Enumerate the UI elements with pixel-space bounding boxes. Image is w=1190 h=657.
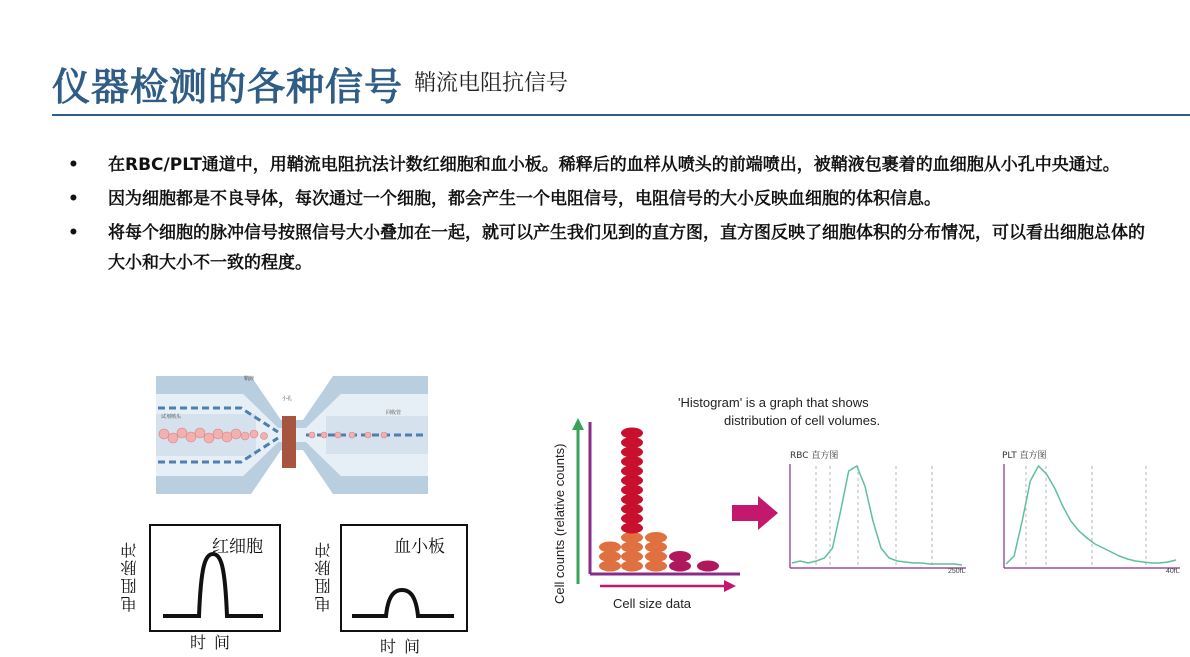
cell-dot (669, 561, 691, 572)
label-recovery: 回收管 (386, 410, 402, 416)
plt-histogram-title: PLT 直方图 (1002, 451, 1047, 461)
cell-dot (621, 475, 643, 486)
cell-dot (599, 551, 621, 562)
cell-dot (621, 494, 643, 505)
plt-pulse-y-label: 电阻脉冲 (314, 540, 333, 612)
bullet-item (66, 150, 1146, 180)
histogram-y-axis-label: Cell counts (relative counts) (552, 443, 567, 604)
bullet-marker: • (68, 155, 79, 175)
histogram-caption-2: distribution of cell volumes. (724, 413, 881, 428)
bullet-text: 将每个细胞的脉冲信号按照信号大小叠加在一起，就可以产生我们见到的直方图，直方图反映了细胞体积的分布情况，可以看出细胞总体的大小和大小不一致的程度。 (108, 223, 1145, 273)
plt-histogram (1000, 460, 1184, 570)
cell-dot (621, 504, 643, 515)
rbc-histogram-title: RBC 直方图 (790, 451, 839, 461)
page-subtitle: 鞘流电阻抗信号 (414, 71, 569, 96)
rbc-cell-label: 红细胞 (212, 537, 263, 557)
label-sheath: 鞘液 (244, 376, 255, 382)
cell-dot (621, 428, 643, 439)
rbc-series-line (792, 466, 962, 565)
cell-dot (645, 532, 667, 543)
bullet-item (66, 218, 1146, 278)
bullet-text: 在RBC/PLT通道中，用鞘流电阻抗法计数红细胞和血小板。稀释后的血样从喷头的前端喷出，被鞘液包裹着的血细胞从小孔中央通过。 (108, 155, 1120, 175)
cell-dot (621, 447, 643, 458)
bullet-item (66, 184, 1146, 214)
cell-dot (621, 485, 643, 496)
bullet-text: 因为细胞都是不良导体，每次通过一个细胞，都会产生一个电阻信号，电阻信号的大小反映血细胞的体积信息。 (108, 189, 941, 209)
cell-dot (621, 542, 643, 553)
histogram-x-axis-label: Cell size data (613, 596, 692, 611)
cell-dot (621, 466, 643, 477)
cell-dot (621, 523, 643, 534)
rbc-pulse-y-label: 电阻脉冲 (120, 540, 139, 612)
page-title: 仪器检测的各种信号 (52, 65, 404, 109)
rbc-histogram (786, 460, 970, 570)
arrow-right-icon (732, 496, 778, 530)
cell-dot (599, 561, 621, 572)
cell-dot (697, 561, 719, 572)
label-aperture: 小孔 (282, 396, 293, 402)
cell-dot (621, 437, 643, 448)
title-divider (52, 114, 1190, 116)
bullet-list (66, 150, 1146, 282)
plt-x-end-label: 40fL (1166, 568, 1180, 575)
bullet-marker: • (68, 189, 79, 209)
cell-stack-illustration (548, 414, 748, 614)
cell-dot (669, 551, 691, 562)
cell-dot (645, 542, 667, 553)
sheath-flow-diagram (156, 370, 428, 500)
cell-dot (621, 513, 643, 524)
plt-series-line (1006, 466, 1176, 564)
bullet-marker: • (68, 223, 79, 243)
plt-pulse-x-label: 时间 (380, 637, 429, 656)
cell-dot (621, 532, 643, 543)
cell-dot (645, 561, 667, 572)
cell-dot (645, 551, 667, 562)
cell-dot (621, 561, 643, 572)
histogram-caption-1: 'Histogram' is a graph that shows (678, 395, 869, 410)
rbc-x-end-label: 250fL (948, 568, 966, 575)
plt-cell-label: 血小板 (394, 537, 445, 557)
rbc-pulse-x-label: 时间 (190, 633, 239, 652)
cell-dot (621, 456, 643, 467)
label-nozzle: 试剂喷头 (161, 414, 182, 420)
cell-dot (621, 551, 643, 562)
cell-dot (599, 542, 621, 553)
